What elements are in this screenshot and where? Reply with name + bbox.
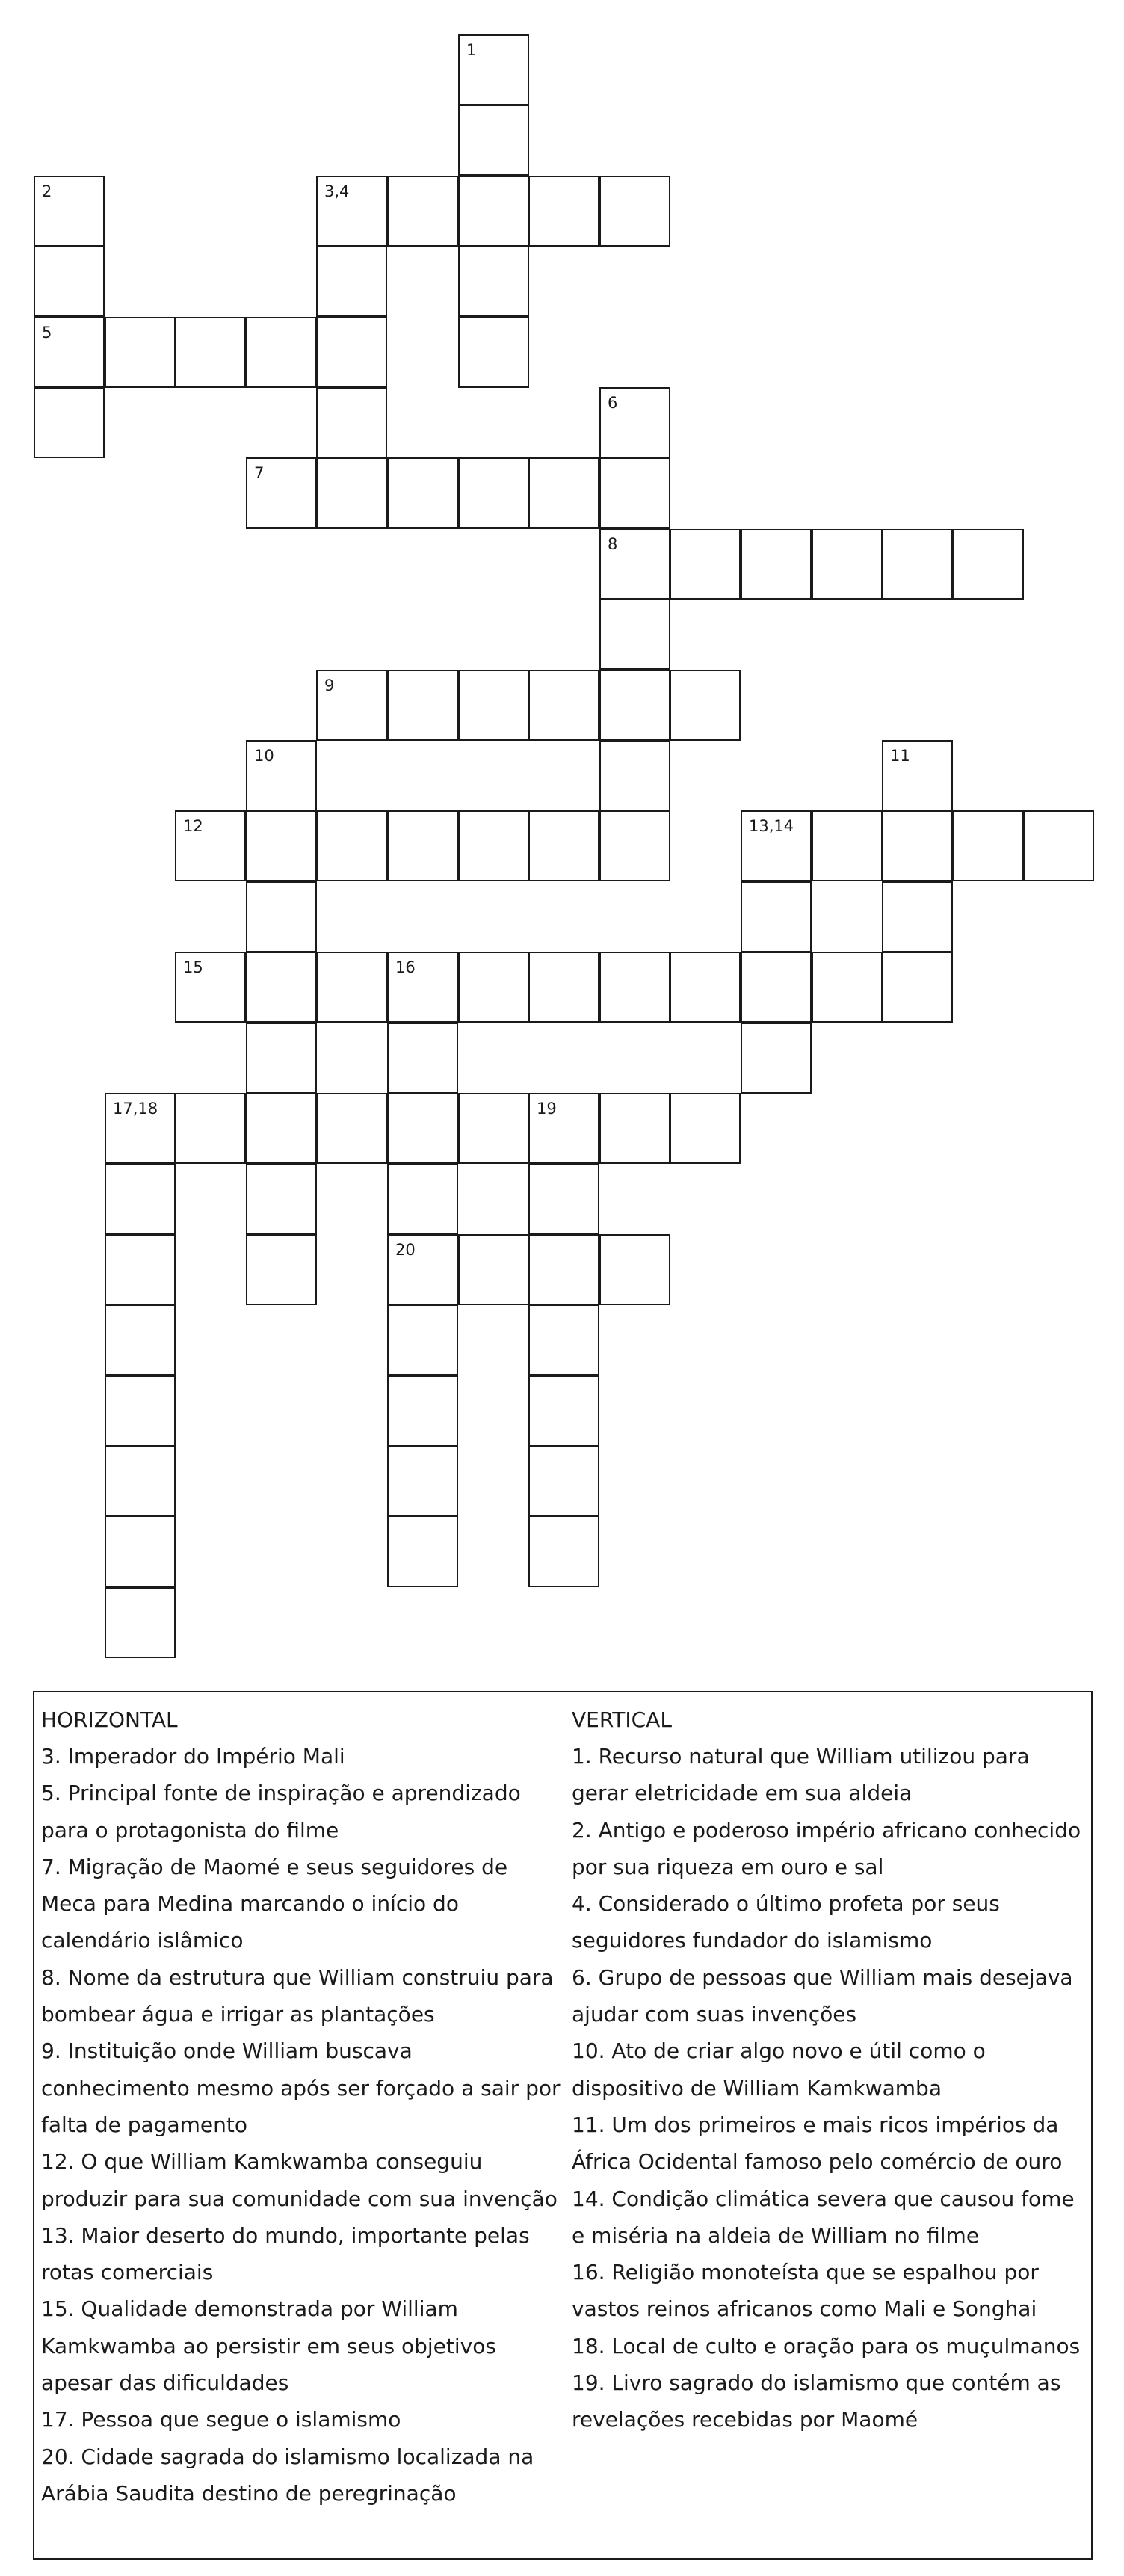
crossword-cell[interactable]: [387, 1234, 458, 1305]
horizontal-clue: 17. Pessoa que segue o islamismo: [41, 2407, 401, 2432]
clue-number: 13,14: [749, 817, 794, 835]
crossword-cell[interactable]: [387, 952, 458, 1023]
crossword-cell[interactable]: [387, 457, 458, 529]
crossword-cell[interactable]: [599, 176, 670, 247]
horizontal-clue: 3. Imperador do Império Mali: [41, 1744, 345, 1769]
crossword-cell[interactable]: [316, 317, 387, 388]
crossword-cell[interactable]: [316, 176, 387, 247]
crossword-cell[interactable]: [812, 952, 883, 1023]
crossword-cell[interactable]: [458, 105, 529, 176]
clue-number: 11: [890, 747, 910, 765]
crossword-cell[interactable]: [599, 740, 670, 811]
crossword-cell[interactable]: [246, 1234, 317, 1305]
vertical-clue: 1. Recurso natural que William utilizou para gerar eletricidade em sua aldeia: [572, 1744, 1030, 1806]
crossword-cell[interactable]: [105, 1163, 176, 1234]
crossword-cell[interactable]: [882, 952, 953, 1023]
clue-number: 17,18: [113, 1100, 158, 1118]
clue-number: 6: [608, 394, 618, 412]
crossword-cell[interactable]: [528, 176, 599, 247]
crossword-cell[interactable]: [246, 1093, 317, 1164]
crossword-cell[interactable]: [458, 246, 529, 317]
crossword-cell[interactable]: [458, 810, 529, 881]
crossword-cell[interactable]: [316, 1093, 387, 1164]
clue-number: 1: [466, 41, 477, 59]
crossword-cell[interactable]: [741, 810, 812, 881]
clue-number: 2: [42, 182, 52, 200]
crossword-cell[interactable]: [105, 317, 176, 388]
crossword-cell[interactable]: [528, 1234, 599, 1305]
crossword-cell[interactable]: [175, 952, 246, 1023]
crossword-cell[interactable]: [599, 599, 670, 670]
crossword-cell[interactable]: [175, 1093, 246, 1164]
crossword-cell[interactable]: [316, 387, 387, 458]
vertical-clue: 2. Antigo e poderoso império africano conhecido por sua riqueza em ouro e sal: [572, 1817, 1081, 1879]
crossword-cell[interactable]: [387, 1163, 458, 1234]
crossword-cell[interactable]: [387, 1093, 458, 1164]
crossword-cell[interactable]: [953, 529, 1024, 600]
crossword-cell[interactable]: [528, 670, 599, 741]
crossword-cell[interactable]: [105, 1587, 176, 1658]
crossword-cell[interactable]: [882, 529, 953, 600]
vertical-clue: 10. Ato de criar algo novo e útil como o dispositivo de William Kamkwamba: [572, 2039, 986, 2101]
crossword-cell[interactable]: [882, 881, 953, 952]
crossword-cell[interactable]: [387, 1375, 458, 1446]
crossword-cell[interactable]: [458, 952, 529, 1023]
crossword-cell[interactable]: [741, 1023, 812, 1094]
crossword-cell[interactable]: [387, 1516, 458, 1587]
crossword-cell[interactable]: [458, 1234, 529, 1305]
horizontal-clue-list: [41, 1738, 564, 2512]
crossword-cell[interactable]: [528, 952, 599, 1023]
horizontal-clue: 5. Principal fonte de inspiração e aprendizado para o protagonista do filme: [41, 1781, 521, 1843]
crossword-cell[interactable]: [812, 529, 883, 600]
crossword-cell[interactable]: [528, 1516, 599, 1587]
crossword-cell[interactable]: [670, 529, 741, 600]
clue-number: 9: [324, 677, 335, 694]
crossword-cell[interactable]: [670, 1093, 741, 1164]
crossword-cell[interactable]: [458, 1093, 529, 1164]
crossword-cell[interactable]: [741, 881, 812, 952]
crossword-cell[interactable]: [105, 1304, 176, 1375]
vertical-clue: 6. Grupo de pessoas que William mais desejava ajudar com suas invenções: [572, 1965, 1073, 2027]
crossword-cell[interactable]: [882, 810, 953, 881]
horizontal-clues-column: [41, 1701, 564, 2512]
crossword-cell[interactable]: [599, 1093, 670, 1164]
horizontal-clue: 20. Cidade sagrada do islamismo localizada na Arábia Saudita destino de peregrinação: [41, 2444, 534, 2506]
crossword-cell[interactable]: [246, 952, 317, 1023]
clue-number: 16: [395, 958, 416, 976]
horizontal-clue: 13. Maior deserto do mundo, importante pelas rotas comerciais: [41, 2222, 530, 2285]
crossword-cell[interactable]: [458, 176, 529, 247]
crossword-cell[interactable]: [599, 810, 670, 881]
horizontal-clue: 15. Qualidade demonstrada por William Kamkwamba ao persistir em seus objetivos apesar das dificuldades: [41, 2296, 496, 2396]
horizontal-clue: 9. Instituição onde William buscava conhecimento mesmo após ser forçado a sair por falta de pagamento: [41, 2039, 561, 2137]
crossword-cell[interactable]: [599, 1234, 670, 1305]
crossword-cell[interactable]: [387, 810, 458, 881]
crossword-cell[interactable]: [246, 810, 317, 881]
crossword-cell[interactable]: [741, 529, 812, 600]
vertical-clue: 19. Livro sagrado do islamismo que contém as revelações recebidas por Maomé: [572, 2370, 1061, 2432]
crossword-cell[interactable]: [1023, 810, 1094, 881]
clues-box: [33, 1691, 1093, 2560]
crossword-cell[interactable]: [741, 952, 812, 1023]
horizontal-title: HORIZONTAL: [41, 1707, 178, 1732]
crossword-cell[interactable]: [246, 740, 317, 811]
crossword-cell[interactable]: [105, 1234, 176, 1305]
crossword-cell[interactable]: [316, 670, 387, 741]
crossword-cell[interactable]: [105, 1446, 176, 1517]
crossword-cell[interactable]: [34, 317, 105, 388]
vertical-clue-list: [572, 1738, 1087, 2438]
crossword-cell[interactable]: [316, 810, 387, 881]
crossword-cell[interactable]: [670, 952, 741, 1023]
crossword-cell[interactable]: [246, 1023, 317, 1094]
vertical-clue: 4. Considerado o último profeta por seus seguidores fundador do islamismo: [572, 1891, 1000, 1953]
crossword-cell[interactable]: [316, 952, 387, 1023]
crossword-cell[interactable]: [458, 317, 529, 388]
clue-number: 5: [42, 324, 52, 342]
vertical-clue: 18. Local de culto e oração para os muçulmanos: [572, 2333, 1081, 2358]
crossword-cell[interactable]: [670, 670, 741, 741]
crossword-cell[interactable]: [528, 1163, 599, 1234]
crossword-cell[interactable]: [246, 457, 317, 529]
clue-number: 19: [537, 1100, 557, 1118]
horizontal-clue: 7. Migração de Maomé e seus seguidores de Meca para Medina marcando o início do calendário islâmico: [41, 1854, 508, 1953]
crossword-cell[interactable]: [458, 457, 529, 529]
crossword-cell[interactable]: [458, 34, 529, 105]
clue-number: 20: [395, 1241, 416, 1259]
crossword-cell[interactable]: [34, 176, 105, 247]
crossword-cell[interactable]: [246, 881, 317, 952]
crossword-cell[interactable]: [528, 810, 599, 881]
crossword-cell[interactable]: [34, 246, 105, 317]
vertical-clue: 11. Um dos primeiros e mais ricos impérios da África Ocidental famoso pelo comércio de ouro: [572, 2112, 1063, 2175]
crossword-cell[interactable]: [246, 1163, 317, 1234]
vertical-clues-column: [572, 1701, 1087, 2438]
crossword-cell[interactable]: [387, 1023, 458, 1094]
crossword-cell[interactable]: [34, 387, 105, 458]
crossword-cell[interactable]: [387, 670, 458, 741]
horizontal-clue: 8. Nome da estrutura que William construiu para bombear água e irrigar as plantações: [41, 1965, 554, 2027]
clue-number: 10: [254, 747, 274, 765]
crossword-cell[interactable]: [387, 1446, 458, 1517]
clue-number: 12: [183, 817, 203, 835]
crossword-cell[interactable]: [528, 1304, 599, 1375]
crossword-cell[interactable]: [599, 387, 670, 458]
vertical-clue: 16. Religião monoteísta que se espalhou por vastos reinos africanos como Mali e Songhai: [572, 2260, 1039, 2322]
crossword-cell[interactable]: [599, 670, 670, 741]
clue-number: 3,4: [324, 182, 350, 200]
crossword-cell[interactable]: [105, 1093, 176, 1164]
crossword-cell[interactable]: [528, 1446, 599, 1517]
crossword-cell[interactable]: [316, 457, 387, 529]
clue-number: 15: [183, 958, 203, 976]
crossword-cell[interactable]: [599, 457, 670, 529]
crossword-cell[interactable]: [175, 810, 246, 881]
crossword-cell[interactable]: [105, 1375, 176, 1446]
clue-number: 8: [608, 535, 618, 553]
crossword-cell[interactable]: [599, 952, 670, 1023]
crossword-cell[interactable]: [528, 1093, 599, 1164]
crossword-cell[interactable]: [528, 457, 599, 529]
crossword-cell[interactable]: [246, 317, 317, 388]
vertical-title: VERTICAL: [572, 1707, 672, 1732]
crossword-cell[interactable]: [387, 1304, 458, 1375]
crossword-cell[interactable]: [105, 1516, 176, 1587]
crossword-cell[interactable]: [953, 810, 1024, 881]
crossword-cell[interactable]: [316, 246, 387, 317]
crossword-cell[interactable]: [812, 810, 883, 881]
clue-number: 7: [254, 464, 265, 482]
crossword-cell[interactable]: [175, 317, 246, 388]
vertical-clue: 14. Condição climática severa que causou fome e miséria na aldeia de William no filme: [572, 2186, 1075, 2248]
crossword-cell[interactable]: [458, 670, 529, 741]
crossword-cell[interactable]: [882, 740, 953, 811]
horizontal-clue: 12. O que William Kamkwamba conseguiu produzir para sua comunidade com sua invenção: [41, 2149, 558, 2211]
crossword-cell[interactable]: [599, 529, 670, 600]
crossword-cell[interactable]: [528, 1375, 599, 1446]
crossword-cell[interactable]: [387, 176, 458, 247]
